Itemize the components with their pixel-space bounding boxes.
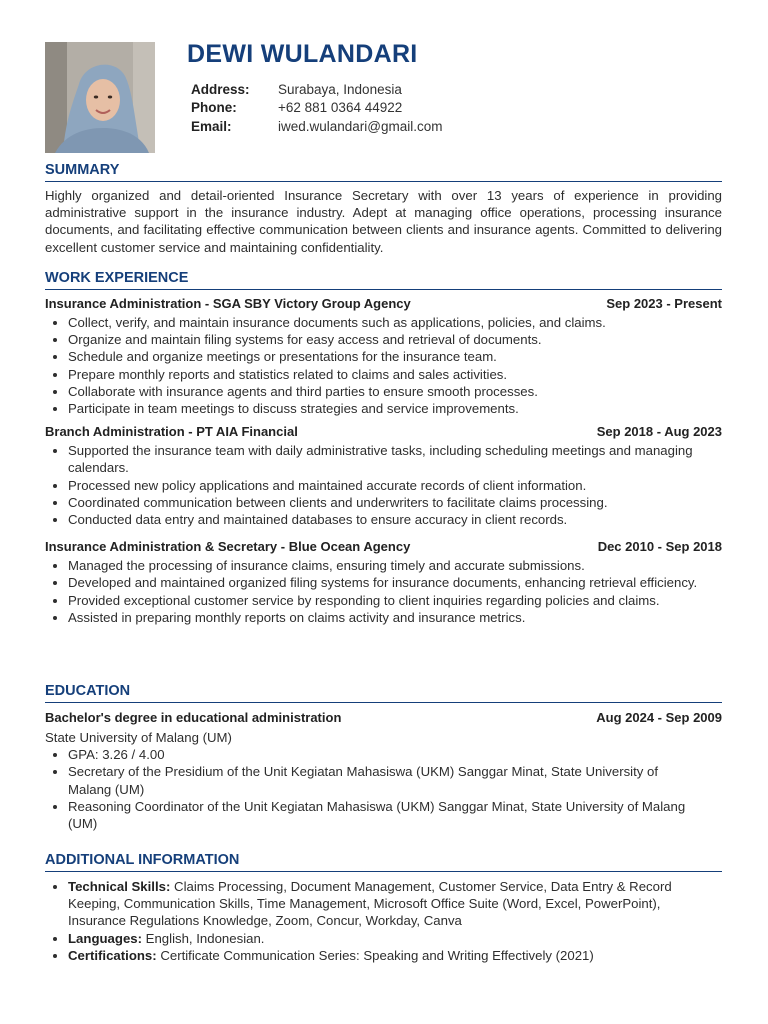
job-header (45, 295, 722, 312)
summary-section (45, 162, 722, 256)
work-experience-section (45, 270, 722, 626)
list-item: • Assisted in preparing monthly reports on claims activity and insurance metrics. (68, 609, 722, 626)
job-role: Insurance Administration & Secretary - Blue Ocean Agency (45, 539, 411, 555)
item-label: Technical Skills: (68, 879, 171, 894)
contact-label: Address: (191, 81, 250, 97)
institution: State University of Malang (UM) (45, 730, 232, 745)
job-bullets (45, 557, 722, 626)
degree: Bachelor's degree in educational administration (45, 710, 342, 725)
list-item: • GPA: 3.26 / 4.00 (68, 746, 722, 763)
list-item: • Conducted data entry and maintained databases to ensure accuracy in client records. (68, 511, 722, 528)
list-item: • Supported the insurance team with daily administrative tasks, including scheduling meetings and managing calendars. (68, 442, 722, 476)
job-dates: Dec 2010 - Sep 2018 (597, 539, 722, 555)
job-role: Insurance Administration - SGA SBY Victory Group Agency (45, 296, 411, 311)
section-title: WORK EXPERIENCE (45, 270, 722, 290)
list-item: • Schedule and organize meetings or presentations for the insurance team. (68, 348, 722, 365)
list-item: • Provided exceptional customer service by responding to client inquiries regarding policies and claims. (68, 592, 722, 609)
list-item: • Collaborate with insurance agents and third parties to ensure smooth processes. (68, 383, 722, 400)
contact-value: Surabaya, Indonesia (278, 81, 402, 97)
job-bullets (45, 442, 722, 528)
contact-value: +62 881 0364 44922 (278, 100, 403, 116)
education-section (45, 683, 722, 832)
job-entry (45, 538, 722, 626)
job-entry (45, 423, 722, 528)
contact-address (191, 80, 443, 99)
item-text: Claims Processing, Document Management, Customer Service, Data Entry & Record Keeping, Communication Skills, Time Management, Microsoft Office Suite (Word, Excel, PowerPoint), Insurance Regulations Knowledge, Zoom, Concur, Workday, Canva (68, 879, 672, 929)
job-header (45, 423, 722, 440)
section-title: EDUCATION (45, 683, 722, 703)
contact-value: iwed.wulandari@gmail.com (278, 118, 443, 134)
section-title: SUMMARY (45, 162, 722, 182)
section-title: ADDITIONAL INFORMATION (45, 852, 722, 872)
item-label: Languages: (68, 930, 143, 946)
education-header (45, 709, 722, 726)
item-text: English, Indonesian. (142, 930, 265, 946)
job-dates: Sep 2023 - Present (606, 296, 722, 311)
item-text: Certificate Communication Series: Speaking and Writing Effectively (2021) (156, 947, 594, 963)
list-item: • Collect, verify, and maintain insurance documents such as applications, policies, and claims. (68, 314, 722, 331)
list-item (68, 878, 722, 930)
list-item: • Developed and maintained organized filing systems for insurance documents, enhancing retrieval efficiency. (68, 574, 722, 591)
contact-phone (191, 99, 443, 118)
contact-info (191, 80, 443, 136)
item-label: Certifications: (68, 947, 157, 963)
list-item: • Secretary of the Presidium of the Unit Kegiatan Mahasiswa (UKM) Sanggar Minat, State University of Malang (UM) (68, 763, 722, 797)
list-item: • Organize and maintain filing systems for easy access and retrieval of documents. (68, 331, 722, 348)
list-item: • Prepare monthly reports and statistics related to claims and sales activities. (68, 366, 722, 383)
job-bullets (45, 314, 722, 417)
job-header (45, 538, 722, 555)
list-item: • Coordinated communication between clients and underwriters to facilitate claims processing. (68, 494, 722, 511)
contact-email (191, 117, 443, 136)
list-item (68, 930, 722, 947)
summary-text: Highly organized and detail-oriented Insurance Secretary with over 13 years of experience in providing administrative support in the insurance industry. Adept at managing office operations, processing insurance documents, and facilitating effective communication between clients and insurance agents. Committed to delivering excellent customer service and maintaining confidentiality. (45, 188, 722, 255)
list-item (68, 947, 722, 964)
additional-bullets (45, 878, 722, 964)
contact-label: Email: (191, 118, 232, 134)
list-item: • Participate in team meetings to discuss strategies and service improvements. (68, 400, 722, 417)
additional-info-section (45, 852, 722, 964)
job-entry (45, 295, 722, 417)
list-item: • Reasoning Coordinator of the Unit Kegiatan Mahasiswa (UKM) Sanggar Minat, State University of Malang (UM) (68, 798, 722, 832)
education-dates: Aug 2024 - Sep 2009 (596, 710, 722, 725)
candidate-name: DEWI WULANDARI (187, 40, 418, 68)
contact-label: Phone: (191, 100, 237, 116)
person-portrait-icon (45, 42, 155, 153)
education-bullets (45, 746, 722, 832)
job-dates: Sep 2018 - Aug 2023 (596, 424, 722, 440)
profile-photo (45, 42, 155, 153)
job-role: Branch Administration - PT AIA Financial (45, 424, 298, 440)
list-item: • Processed new policy applications and maintained accurate records of client information. (68, 477, 722, 494)
list-item: • Managed the processing of insurance claims, ensuring timely and accurate submissions. (68, 557, 722, 574)
